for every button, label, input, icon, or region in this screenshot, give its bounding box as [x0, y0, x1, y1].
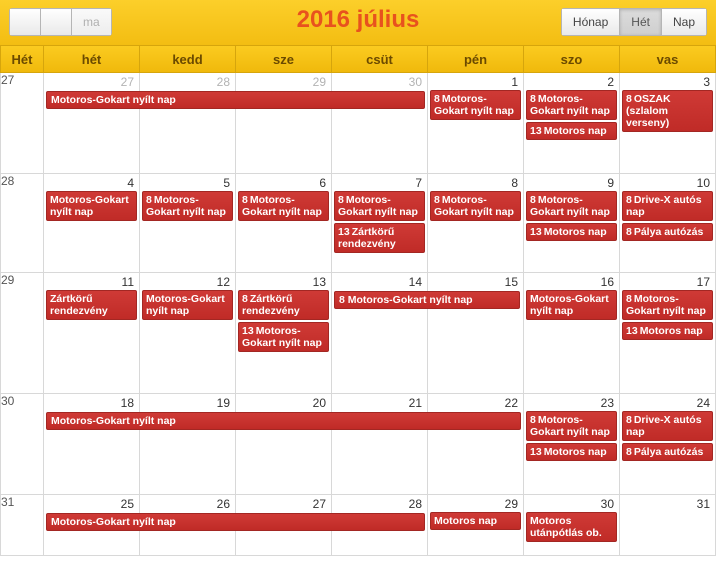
calendar-event[interactable]	[238, 322, 329, 352]
calendar-day-cell[interactable]	[428, 73, 524, 174]
calendar-event[interactable]	[334, 223, 425, 253]
calendar-day-cell[interactable]	[620, 174, 716, 273]
calendar-event-multiday[interactable]: 8 Motoros-Gokart nyílt nap	[334, 291, 520, 309]
calendar-event[interactable]	[526, 512, 617, 542]
calendar-day-cell[interactable]	[620, 394, 716, 495]
day-events	[620, 290, 715, 344]
event-time: 13	[242, 325, 254, 337]
calendar-day-cell[interactable]	[44, 495, 176, 556]
day-number: 4	[127, 176, 134, 190]
event-time: 13	[626, 325, 638, 337]
day-number: 15	[504, 275, 518, 289]
calendar-event-multiday[interactable]: Motoros-Gokart nyílt nap	[46, 412, 521, 430]
event-time: 8	[146, 194, 152, 206]
event-title: Zártkörű rendezvény	[338, 226, 396, 250]
day-events	[332, 191, 427, 257]
event-title: Motoros-Gokart nyílt nap	[242, 325, 322, 349]
calendar-event[interactable]	[622, 90, 713, 132]
event-title: Motoros-Gokart nyílt nap	[530, 194, 610, 218]
calendar-event[interactable]	[238, 290, 329, 320]
column-header-tuesday: kedd	[140, 46, 236, 73]
today-button[interactable]: ma	[71, 8, 112, 36]
calendar-day-cell[interactable]	[620, 273, 716, 394]
calendar-event[interactable]	[526, 223, 617, 241]
calendar-day-cell[interactable]	[140, 273, 236, 394]
calendar-week-row	[1, 495, 716, 556]
calendar-event[interactable]	[334, 191, 425, 221]
day-number: 17	[696, 275, 710, 289]
day-number: 7	[415, 176, 422, 190]
calendar-day-cell[interactable]	[236, 174, 332, 273]
calendar-day-cell[interactable]	[428, 174, 524, 273]
calendar-event[interactable]	[430, 191, 521, 221]
event-title: Motoros-Gokart nyílt nap	[530, 414, 610, 438]
day-events	[44, 191, 139, 225]
day-events	[428, 512, 523, 534]
day-number: 5	[223, 176, 230, 190]
event-title: Motoros-Gokart nyílt nap	[242, 194, 322, 218]
calendar-event-multiday[interactable]: Motoros-Gokart nyílt nap	[46, 91, 425, 109]
event-title: Drive-X autós nap	[626, 194, 702, 218]
calendar-event[interactable]	[526, 122, 617, 140]
view-switch-group	[561, 8, 707, 36]
calendar-event[interactable]	[430, 90, 521, 120]
calendar-event[interactable]	[526, 90, 617, 120]
event-time: 8	[434, 194, 440, 206]
event-title: Pálya autózás	[633, 446, 704, 458]
day-number: 28	[216, 75, 230, 89]
event-title: Zártkörű rendezvény	[242, 293, 300, 317]
day-number: 28	[408, 497, 422, 511]
event-title: Pálya autózás	[633, 226, 704, 238]
day-number: 29	[312, 75, 326, 89]
day-number: 27	[120, 75, 134, 89]
calendar-day-cell[interactable]	[620, 495, 716, 556]
day-events	[524, 411, 619, 465]
calendar-event[interactable]	[526, 290, 617, 320]
calendar-event[interactable]	[238, 191, 329, 221]
event-time: 13	[530, 226, 542, 238]
calendar-event[interactable]	[622, 290, 713, 320]
day-number: 20	[312, 396, 326, 410]
calendar-day-cell[interactable]	[236, 273, 332, 394]
week-number-cell: 28	[1, 174, 44, 273]
week-number-cell: 31	[1, 495, 44, 556]
prev-period-button[interactable]	[9, 8, 40, 36]
event-time: 8	[626, 226, 632, 238]
day-events	[140, 191, 235, 225]
calendar-event[interactable]	[622, 223, 713, 241]
page-title: 2016 július	[296, 6, 420, 33]
day-events	[620, 90, 715, 136]
calendar-day-cell[interactable]	[332, 174, 428, 273]
day-number: 25	[120, 497, 134, 511]
calendar-day-cell[interactable]	[524, 394, 620, 495]
day-number: 23	[600, 396, 614, 410]
day-events	[620, 411, 715, 465]
calendar-day-cell[interactable]	[44, 174, 140, 273]
event-time: 8	[242, 293, 248, 305]
event-time: 8	[338, 194, 344, 206]
column-header-saturday: szo	[524, 46, 620, 73]
calendar-event[interactable]	[526, 411, 617, 441]
calendar-event[interactable]	[622, 443, 713, 461]
day-number: 9	[607, 176, 614, 190]
day-number: 6	[319, 176, 326, 190]
day-number: 1	[511, 75, 518, 89]
day-number: 10	[696, 176, 710, 190]
calendar-day-cell[interactable]	[332, 394, 428, 495]
day-number: 24	[696, 396, 710, 410]
calendar-day-cell[interactable]	[236, 73, 332, 174]
day-number: 30	[600, 497, 614, 511]
event-title: Motoros utánpótlás ob.	[530, 515, 602, 539]
calendar-day-cell[interactable]	[332, 273, 473, 394]
day-number: 19	[216, 396, 230, 410]
week-number-cell: 30	[1, 394, 44, 495]
calendar-week-row	[1, 73, 716, 174]
calendar-toolbar	[0, 0, 716, 46]
day-number: 11	[121, 275, 134, 289]
calendar-day-cell[interactable]	[524, 174, 620, 273]
day-number: 18	[120, 396, 134, 410]
day-events	[620, 512, 715, 514]
calendar-event[interactable]	[526, 443, 617, 461]
calendar-day-cell[interactable]	[140, 394, 236, 495]
event-time: 8	[626, 194, 632, 206]
event-title: Motoros nap	[434, 515, 497, 527]
calendar-event[interactable]	[142, 290, 233, 320]
next-period-button[interactable]	[40, 8, 71, 36]
day-number: 2	[607, 75, 614, 89]
calendar-event[interactable]	[622, 191, 713, 221]
calendar-event-multiday[interactable]: Motoros-Gokart nyílt nap	[46, 513, 425, 531]
calendar-day-cell[interactable]	[524, 273, 620, 394]
day-number: 27	[312, 497, 326, 511]
day-number: 30	[408, 75, 422, 89]
event-time: 13	[338, 226, 350, 238]
event-title: Motoros-Gokart nyílt nap	[146, 293, 225, 317]
column-header-wednesday: sze	[236, 46, 332, 73]
day-number: 3	[703, 75, 710, 89]
event-title: Motoros-Gokart nyílt nap	[434, 93, 514, 117]
event-time: 13	[530, 125, 542, 137]
column-header-friday: pén	[428, 46, 524, 73]
day-events	[428, 191, 523, 225]
calendar-day-cell[interactable]	[428, 495, 524, 556]
column-header-thursday: csüt	[332, 46, 428, 73]
calendar-week-row	[1, 394, 716, 495]
event-title: Motoros-Gokart nyílt nap	[50, 194, 129, 218]
event-time: 13	[530, 446, 542, 458]
day-number: 22	[504, 396, 518, 410]
day-events	[236, 290, 331, 356]
calendar-day-cell[interactable]	[524, 73, 620, 174]
calendar-day-cell[interactable]	[332, 73, 428, 174]
calendar-week-row	[1, 174, 716, 273]
event-title: Motoros nap	[543, 226, 607, 238]
event-time: 8	[626, 446, 632, 458]
day-number: 21	[408, 396, 422, 410]
column-header-sunday: vas	[620, 46, 716, 73]
day-number: 13	[312, 275, 326, 289]
day-number: 26	[216, 497, 230, 511]
calendar-day-cell[interactable]	[620, 73, 716, 174]
day-events	[428, 90, 523, 124]
calendar-day-cell[interactable]	[44, 273, 140, 394]
calendar-event[interactable]	[46, 290, 137, 320]
event-title: Zártkörű rendezvény	[50, 293, 108, 317]
event-title: Motoros nap	[639, 325, 703, 337]
event-title: Motoros-Gokart nyílt nap	[530, 293, 609, 317]
event-title: Motoros nap	[543, 446, 607, 458]
event-title: OSZAK (szlalom verseny)	[626, 93, 671, 129]
navigation-button-group	[9, 8, 112, 36]
calendar-day-cell[interactable]	[44, 73, 176, 174]
view-day-button[interactable]: Nap	[661, 8, 707, 36]
day-number: 29	[504, 497, 518, 511]
calendar-header-row	[1, 46, 716, 73]
event-title: Motoros-Gokart nyílt nap	[146, 194, 226, 218]
calendar-grid	[0, 46, 716, 556]
event-time: 8	[626, 414, 632, 426]
day-number: 8	[511, 176, 518, 190]
day-events	[44, 290, 139, 324]
day-number: 31	[696, 497, 710, 511]
event-title: Motoros-Gokart nyílt nap	[530, 93, 610, 117]
day-events	[524, 290, 619, 324]
day-events	[524, 191, 619, 245]
calendar-event[interactable]	[430, 512, 521, 530]
calendar-day-cell[interactable]	[44, 394, 176, 495]
event-title: Motoros-Gokart nyílt nap	[626, 293, 706, 317]
calendar-day-cell[interactable]	[140, 73, 236, 174]
event-time: 8	[626, 293, 632, 305]
calendar-day-cell[interactable]	[236, 394, 332, 495]
calendar-day-cell[interactable]	[428, 394, 524, 495]
day-events	[140, 290, 235, 324]
calendar-event[interactable]	[142, 191, 233, 221]
week-number-cell: 27	[1, 73, 44, 174]
calendar-day-cell[interactable]	[140, 174, 236, 273]
calendar-event[interactable]	[526, 191, 617, 221]
day-events	[620, 191, 715, 245]
event-time: 8	[530, 194, 536, 206]
event-title: Motoros-Gokart nyílt nap	[338, 194, 418, 218]
event-time: 8	[242, 194, 248, 206]
day-number: 12	[216, 275, 230, 289]
day-number: 14	[408, 275, 422, 289]
calendar-day-cell[interactable]	[524, 495, 620, 556]
week-number-cell: 29	[1, 273, 44, 394]
column-header-monday: hét	[44, 46, 140, 73]
day-number: 16	[600, 275, 614, 289]
event-time: 8	[530, 93, 536, 105]
calendar-week-row	[1, 273, 716, 394]
calendar-event[interactable]	[46, 191, 137, 221]
day-events	[524, 90, 619, 144]
event-time: 8	[434, 93, 440, 105]
calendar-event[interactable]	[622, 411, 713, 441]
day-events	[236, 191, 331, 225]
event-title: Drive-X autós nap	[626, 414, 702, 438]
calendar-body	[1, 73, 716, 556]
calendar-event[interactable]	[622, 322, 713, 340]
event-time: 8	[530, 414, 536, 426]
event-title: Motoros nap	[543, 125, 607, 137]
column-header-week: Hét	[1, 46, 44, 73]
event-title: Motoros-Gokart nyílt nap	[434, 194, 514, 218]
day-events	[524, 512, 619, 546]
event-time: 8	[626, 93, 632, 105]
view-month-button[interactable]: Hónap	[561, 8, 619, 36]
view-week-button[interactable]: Hét	[619, 8, 661, 36]
